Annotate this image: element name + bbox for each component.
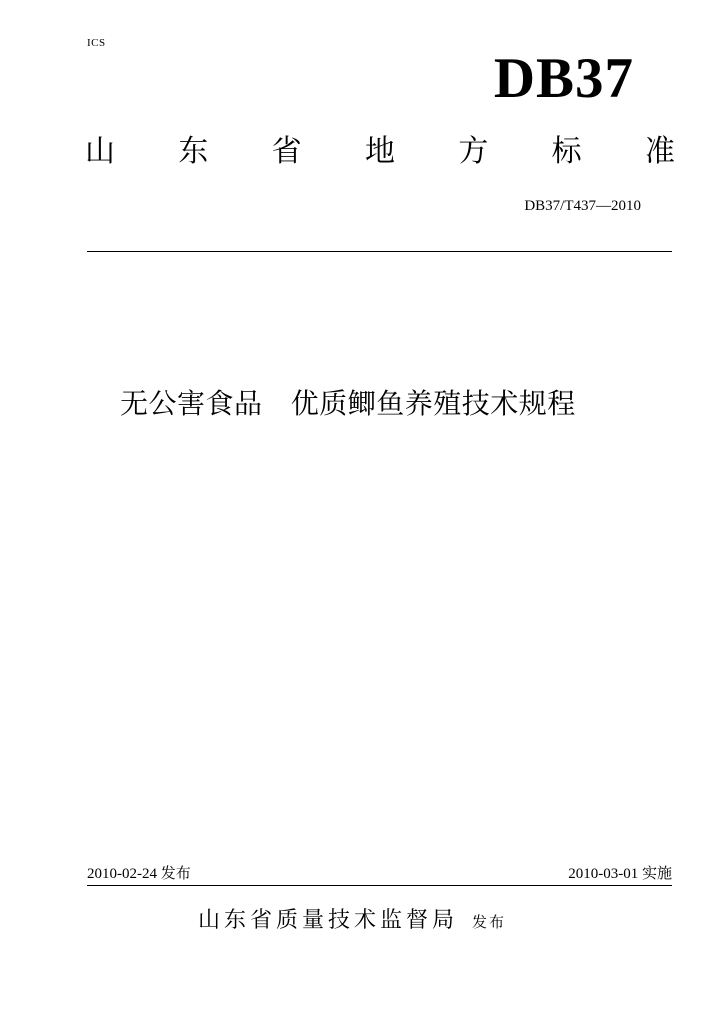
title-char: 东 bbox=[178, 134, 209, 169]
issuer-block bbox=[198, 904, 506, 938]
title-char: 省 bbox=[271, 134, 302, 169]
footer-divider bbox=[87, 885, 672, 886]
standard-code-large: DB37 bbox=[493, 47, 634, 110]
issuer-suffix: 发布 bbox=[472, 913, 507, 931]
document-title: 无公害食品 优质鲫鱼养殖技术规程 bbox=[120, 387, 576, 420]
title-char: 标 bbox=[551, 134, 582, 169]
title-char: 准 bbox=[644, 134, 675, 169]
effective-date: 2010-03-01 实施 bbox=[568, 866, 672, 882]
issue-date: 2010-02-24 发布 bbox=[87, 866, 191, 882]
title-char: 地 bbox=[364, 134, 395, 169]
issuer-name: 山东省质量技术监督局 bbox=[198, 908, 459, 933]
standard-number: DB37/T437—2010 bbox=[524, 198, 641, 214]
standard-category-title bbox=[85, 130, 675, 174]
title-char: 山 bbox=[85, 134, 115, 169]
title-char: 方 bbox=[458, 134, 489, 169]
ics-label: ICS bbox=[87, 37, 106, 49]
header-divider bbox=[87, 251, 672, 252]
